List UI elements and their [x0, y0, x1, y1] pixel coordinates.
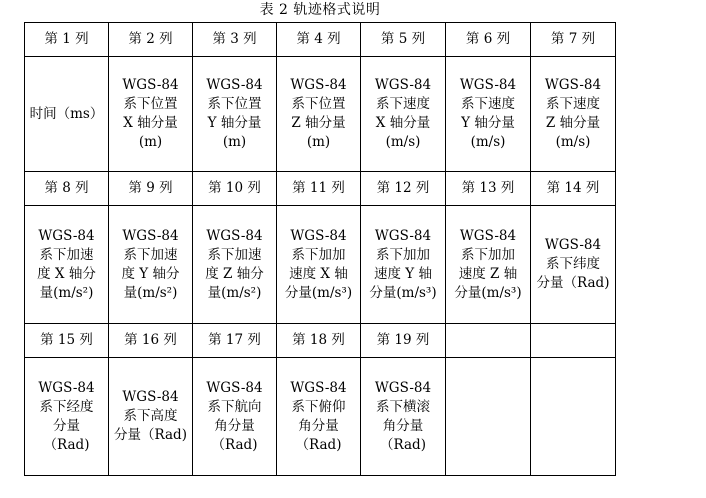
description-line: WGS-84: [122, 77, 179, 93]
description-line: WGS-84: [374, 77, 432, 93]
column-header: 第 12 列: [361, 172, 446, 206]
description-row: [25, 57, 616, 172]
description-line: 系下速度: [546, 96, 600, 112]
description-line: （Rad): [295, 436, 342, 453]
description-line: 分量(m/s³): [454, 284, 522, 301]
description-line: WGS-84: [374, 227, 432, 244]
description-line: WGS-84: [374, 379, 432, 396]
column-header: 第 10 列: [193, 172, 277, 206]
description-line: 系下加速: [39, 246, 94, 263]
column-header: 第 16 列: [109, 324, 193, 358]
description-line: （Rad): [211, 436, 258, 453]
column-header: 第 5 列: [361, 23, 446, 57]
description-line: 速度 Z 轴: [458, 265, 518, 282]
header-row: [25, 23, 616, 57]
description-line: 时间（ms）: [29, 105, 104, 122]
description-line: 分量（Rad): [536, 275, 610, 291]
description-line: 系下高度: [123, 408, 178, 424]
header-row: [25, 324, 616, 358]
column-header: 第 9 列: [109, 172, 193, 206]
description-row: [25, 206, 616, 324]
description-line: 系下俯仰: [291, 398, 346, 415]
description-line: WGS-84: [544, 237, 602, 253]
description-line: 系下速度: [461, 96, 515, 112]
description-line: Y 轴分量: [461, 115, 515, 131]
column-header: 第 6 列: [446, 23, 531, 57]
description-line: 系下经度: [39, 398, 94, 415]
description-cell: [446, 57, 531, 172]
description-line: WGS-84: [122, 227, 179, 244]
description-cell: [531, 57, 616, 172]
description-line: 角分量: [382, 417, 424, 434]
description-line: WGS-84: [122, 389, 179, 405]
description-cell: [25, 358, 109, 476]
empty-cell: [531, 358, 616, 476]
description-line: WGS-84: [206, 77, 263, 93]
description-line: (m/s): [385, 134, 421, 150]
description-line: 系下加速: [123, 246, 178, 263]
description-cell: [193, 206, 277, 324]
description-line: （Rad): [43, 436, 90, 453]
description-cell: [361, 358, 446, 476]
column-header: 第 8 列: [25, 172, 109, 206]
description-line: 系下加加: [376, 246, 430, 263]
description-line: 系下位置: [291, 96, 346, 112]
description-line: 系下纬度: [546, 256, 600, 272]
description-line: 系下加加: [291, 246, 346, 263]
description-cell: [531, 206, 616, 324]
description-line: 系下位置: [207, 96, 262, 112]
description-line: 系下横滚: [376, 398, 430, 415]
description-cell: [25, 57, 109, 172]
column-header: 第 4 列: [277, 23, 361, 57]
description-line: WGS-84: [544, 77, 602, 93]
column-header: 第 7 列: [531, 23, 616, 57]
empty-cell: [446, 358, 531, 476]
description-line: 分量(m/s³): [284, 284, 353, 301]
column-header: 第 18 列: [277, 324, 361, 358]
description-line: 系下加速: [207, 246, 262, 263]
description-cell: [446, 206, 531, 324]
description-line: WGS-84: [206, 227, 263, 244]
trace-format-table: [24, 22, 616, 476]
description-line: X 轴分量: [123, 115, 178, 131]
description-line: 速度 Y 轴: [374, 265, 432, 282]
column-header: 第 19 列: [361, 324, 446, 358]
description-cell: [109, 206, 193, 324]
description-line: 系下位置: [123, 96, 178, 112]
description-line: X 轴分量: [375, 115, 431, 131]
empty-cell: [446, 324, 531, 358]
description-line: 分量: [53, 417, 80, 434]
description-cell: [361, 57, 446, 172]
description-cell: [277, 206, 361, 324]
column-header: 第 17 列: [193, 324, 277, 358]
empty-cell: [531, 324, 616, 358]
description-line: 量(m/s²): [207, 284, 262, 301]
description-line: WGS-84: [290, 77, 347, 93]
description-line: Z 轴分量: [545, 115, 601, 131]
description-cell: [109, 57, 193, 172]
column-header: 第 11 列: [277, 172, 361, 206]
description-line: 角分量: [298, 417, 339, 434]
description-line: WGS-84: [290, 227, 347, 244]
column-header: 第 15 列: [25, 324, 109, 358]
description-line: 速度 X 轴: [289, 265, 348, 282]
column-header: 第 1 列: [25, 23, 109, 57]
description-cell: [361, 206, 446, 324]
description-line: 分量（Rad): [114, 427, 187, 443]
description-cell: [109, 358, 193, 476]
description-line: (m): [306, 134, 331, 150]
description-line: 量(m/s²): [39, 284, 94, 301]
description-cell: [193, 57, 277, 172]
description-line: 系下加加: [461, 246, 515, 263]
description-cell: [277, 57, 361, 172]
column-header: 第 3 列: [193, 23, 277, 57]
description-line: 系下速度: [376, 96, 430, 112]
column-header: 第 13 列: [446, 172, 531, 206]
description-line: 角分量: [214, 417, 255, 434]
description-cell: [193, 358, 277, 476]
description-line: 度 X 轴分: [37, 265, 96, 282]
description-line: WGS-84: [459, 227, 517, 244]
description-row: [25, 358, 616, 476]
description-line: 度 Y 轴分: [121, 265, 180, 282]
description-line: (m/s): [555, 134, 591, 150]
description-line: (m): [138, 134, 163, 150]
description-line: WGS-84: [206, 379, 263, 396]
column-header: 第 14 列: [531, 172, 616, 206]
description-line: 系下航向: [207, 398, 262, 415]
description-line: WGS-84: [290, 379, 347, 396]
description-line: Y 轴分量: [207, 115, 262, 131]
description-line: （Rad): [380, 436, 426, 453]
description-line: WGS-84: [459, 77, 517, 93]
description-line: WGS-84: [38, 379, 95, 396]
header-row: [25, 172, 616, 206]
column-header: 第 2 列: [109, 23, 193, 57]
description-line: 分量(m/s³): [369, 284, 437, 301]
description-cell: [25, 206, 109, 324]
description-line: Z 轴分量: [291, 115, 346, 131]
table-caption: 表 2 轨迹格式说明: [259, 2, 381, 18]
description-line: 量(m/s²): [123, 284, 178, 301]
description-cell: [277, 358, 361, 476]
description-line: (m): [222, 134, 247, 150]
description-line: 度 Z 轴分: [205, 265, 264, 282]
description-line: WGS-84: [38, 227, 95, 244]
description-line: (m/s): [470, 134, 506, 150]
